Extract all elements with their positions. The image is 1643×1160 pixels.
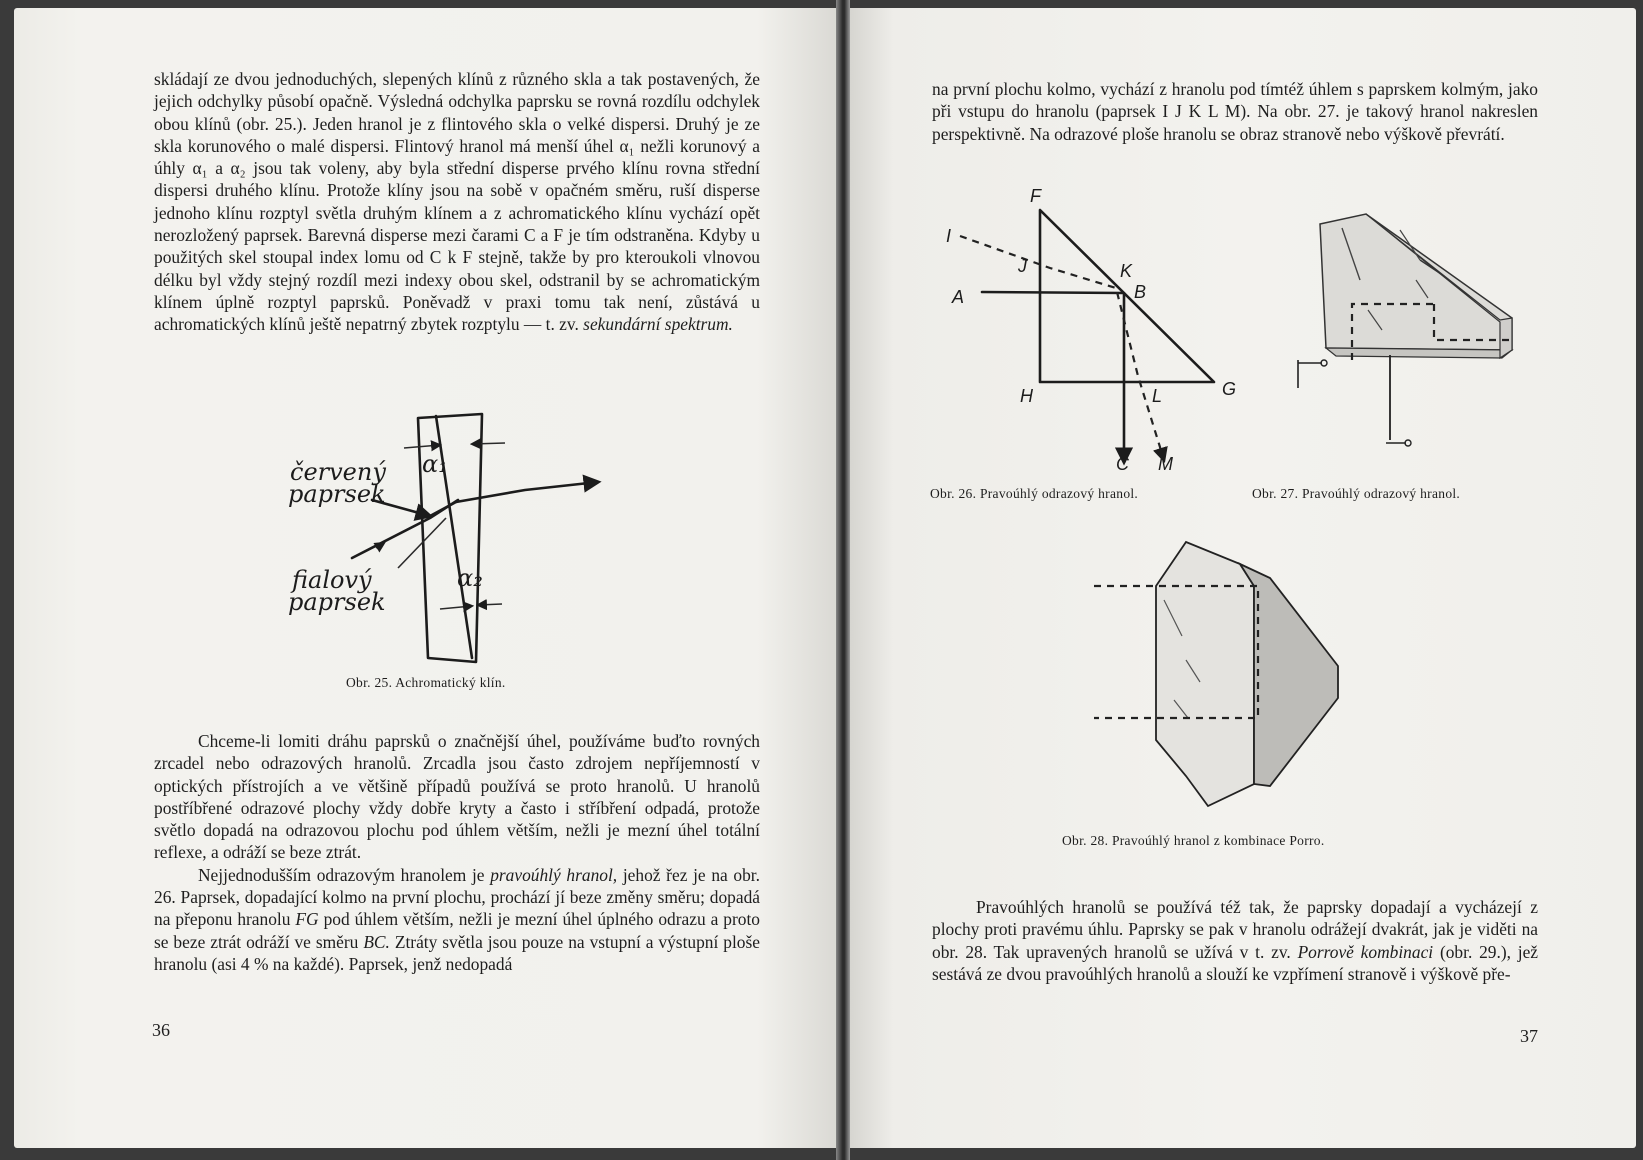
- figure-26-caption: Obr. 26. Pravoúhlý odrazový hranol.: [930, 486, 1139, 501]
- angle-a1-label: α₁: [422, 450, 448, 478]
- red-ray-label-2: paprsek: [288, 480, 386, 508]
- svg-text:C: C: [1116, 454, 1129, 474]
- book-gutter: [836, 0, 850, 1160]
- figure-28-porro-prism: [1090, 540, 1400, 810]
- exit-ray: [456, 482, 598, 502]
- left-paragraphs-2-3: Chceme-li lomiti dráhu paprsků o značnější úhel, používáme buďto rovných zrcadel nebo odrazových hranolů. Zrcadla jsou často zdrojem nepříjemností v optických přístrojích a ve většině případů používá se proto hranolů. U hranolů postříbřené odrazové plochy vždy dobře kryty a často i stříbření odpadá, protože světlo dopadá na odrazovou plochu pod úhlem větším, nežli je mezní úhel totální reflexe, a odráží se beze ztrát. Nejjednodušším odrazovým hranolem je pravoúhlý hranol, jehož řez je na obr. 26. Paprsek, dopadající kolmo na první plochu, prochází jí beze změny směru; dopadá na přeponu hranolu FG pod úhlem větším, nežli je mezní úhel úplného odrazu a proto se beze ztrát odráží ve směru BC. Ztráty světla jsou pouze na vstupní a výstupní ploše hranolu (asi 4 % na každé). Paprsek, jenž nedopadá: [154, 731, 760, 974]
- prism-front: [1156, 542, 1254, 806]
- page-number-right: 37: [1520, 1026, 1538, 1046]
- paragraph-text: na první plochu kolmo, vychází z hranolu pod tímtéž úhlem s paprskem kolmým, jako při vstupu do hranolu (paprsek I J K L M). Na obr. 27. je takový hranol nakreslen perspektivně. Na odrazové ploše hranolu se obraz stranově nebo výškově převrátí.: [932, 79, 1538, 144]
- violet-ray-label-2: paprsek: [288, 588, 386, 616]
- figure-25-achromatic-wedge: [280, 400, 640, 670]
- left-paragraph-1: [154, 68, 760, 336]
- svg-text:J: J: [1018, 256, 1027, 276]
- svg-text:M: M: [1158, 454, 1173, 474]
- prism-body: [1320, 214, 1512, 350]
- italic-term: sekundární spektrum.: [583, 314, 733, 335]
- svg-text:K: K: [1120, 261, 1133, 281]
- figure-26-right-angle-prism: [930, 180, 1250, 480]
- svg-text:A: A: [952, 287, 965, 307]
- angle-a2-label: α₂: [457, 564, 483, 592]
- violet-ray-label-1: fialový: [292, 566, 372, 594]
- red-ray-inside: [430, 502, 456, 516]
- svg-text:H: H: [1020, 386, 1033, 406]
- prism-side: [1240, 564, 1338, 786]
- svg-text:L: L: [1152, 386, 1163, 406]
- figure-28-caption: Obr. 28. Pravoúhlý hranol z kombinace Porro.: [1062, 833, 1325, 848]
- ray-A-B-C: [982, 292, 1124, 462]
- page-number-left: 36: [152, 1020, 170, 1040]
- svg-text:F: F: [1030, 186, 1041, 206]
- right-paragraph-2: Pravoúhlých hranolů se používá též tak, že paprsky dopadají a vycházejí z plochy proti pravému úhlu. Paprsky se pak v hranolu odrážejí dvakrát, jak je viděti na obr. 28. Tak upravených hranolů se užívá v t. zv. Porrově kombinaci (obr. 29.), jež sestává ze dvou pravoúhlých hranolů a slouží ke vzpřímení stranově i výškově pře-: [932, 897, 1539, 984]
- figure-25-caption: Obr. 25. Achromatický klín.: [346, 675, 506, 690]
- figure-27-caption: Obr. 27. Pravoúhlý odrazový hranol.: [1252, 486, 1461, 501]
- svg-text:G: G: [1222, 379, 1237, 399]
- prism-section: [1040, 210, 1214, 382]
- right-paragraph-1: [932, 78, 1538, 145]
- paragraph-text: skládají ze dvou jednoduchých, slepených klínů z různého skla a tak postavených, že jejich odchylky působí opačně. Výsledná odchylka paprsku se rovná rozdílu odchylek obou klínů (obr. 25.). Jeden hranol je z flintového skla o velké dispersi. Druhý je ze skla korunového o malé dispersi. Flintový hranol má menší úhel α₁ nežli korunový a úhly α₁ a α₂ jsou tak voleny, aby byla střední disperse prvého klínu rovna střední dispersi druhého klínu. Protože klíny jsou na sobě v opačném směru, ruší disperse jednoho klínu rozptyl světla druhým klínem a z achromatického klínu vychází opět nerozložený paprsek. Barevná disperse mezi čarami C a F je tím odstraněna. Kdyby u použitých skel stoupal index lomu od C k F stejně, takže by pro kteroukoli vlnovou délku byl vždy stejný rozdíl mezi indexy obou skel, odstranil by se achromatickým klínem úplně rozptyl paprsků. Poněvadž v praxi tomu tak není, zůstává u achromatických klínů ještě nepatrný zbytek rozptylu — t. zv.: [154, 69, 760, 335]
- red-ray-label-1: červený: [290, 458, 386, 486]
- paragraph-text: Chceme-li lomiti dráhu paprsků o značnější úhel, používáme buďto rovných zrcadel nebo odrazových hranolů. Zrcadla jsou často zdrojem nepříjemností v optických přístrojích a ve většině případů používá se proto hranolů. U hranolů postříbřené odrazové plochy vždy dobře kryty a často i stříbření odpadá, protože světlo dopadá na odrazovou plochu pod úhlem větším, nežli je mezní úhel totální reflexe, a odráží se beze ztrát.: [154, 731, 760, 863]
- ray-I-J-K-L-M: [960, 236, 1164, 460]
- svg-text:I: I: [946, 226, 952, 246]
- svg-text:B: B: [1134, 282, 1147, 302]
- figure-27-perspective-prism: [1270, 200, 1540, 480]
